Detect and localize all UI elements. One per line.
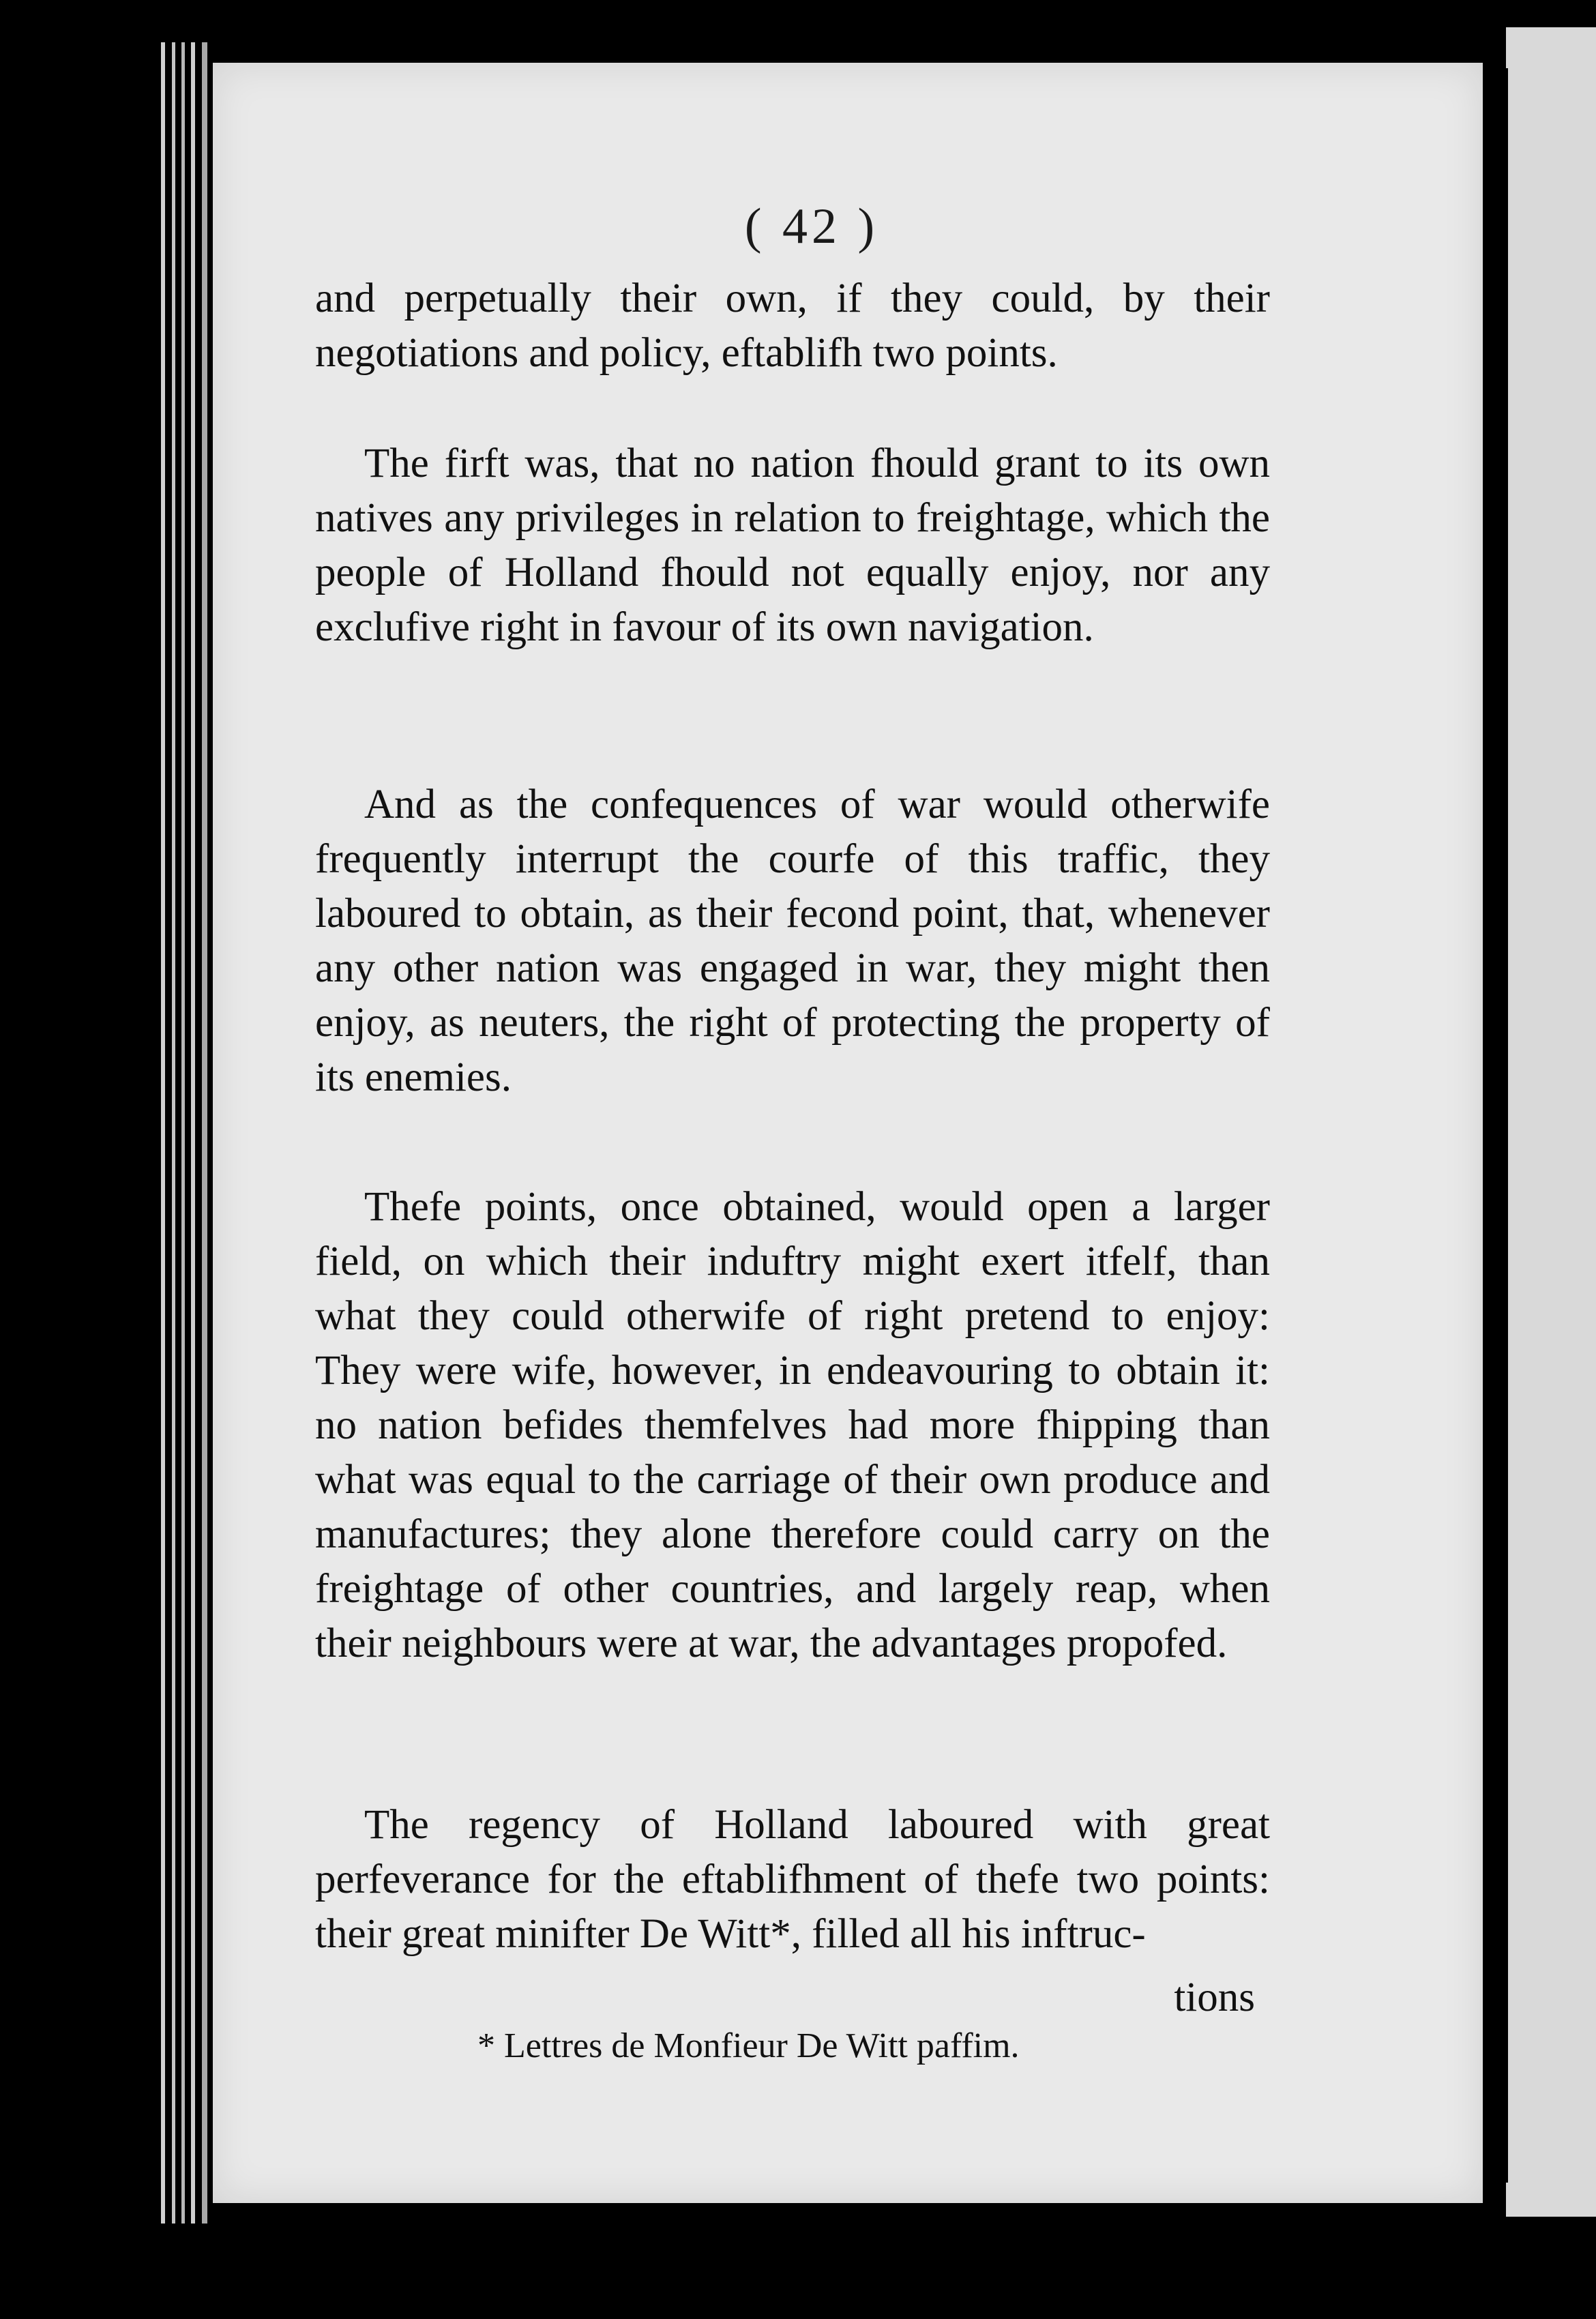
page-edge: [172, 42, 175, 2224]
paragraph-text: and perpetually their own, if they could, by their negotiations and policy, eftablifh two points.: [315, 276, 1270, 376]
page-edge: [202, 42, 207, 2224]
paragraph-text: The firft was, that no nation fhould grant to its own natives any privileges in relation to freightage, which the people of Holland fhould not equally enjoy, nor any exclufive right in favour of its own navigation.: [315, 441, 1270, 650]
adjacent-page: [1506, 27, 1596, 2217]
paragraph-text: The regency of Holland laboured with great perfeverance for the eftablifhment of thefe two points: their great minifter De Witt*, filled all his inftruc-: [315, 1802, 1270, 1957]
paragraph-second-point: [315, 778, 1270, 1105]
paragraph-points-obtained: [315, 1180, 1270, 1671]
paragraph-continuation: [315, 271, 1270, 381]
gutter-shadow: [1483, 68, 1508, 2183]
catchword: tions: [1174, 1975, 1255, 2020]
footnote: * Lettres de Monfieur De Witt paffim.: [477, 2026, 1020, 2065]
paragraph-first-point: [315, 437, 1270, 655]
page-edge: [161, 42, 165, 2224]
page-edge: [181, 42, 185, 2224]
page-edge: [191, 42, 195, 2224]
paragraph-regency: [315, 1798, 1270, 1962]
paragraph-text: And as the confequences of war would otherwife frequently interrupt the courfe of this traffic, they laboured to obtain, as their fecond point, that, whenever any other nation was engaged in war, they might then enjoy, as neuters, the right of protecting the property of its enemies.: [315, 782, 1270, 1100]
paragraph-text: Thefe points, once obtained, would open a larger field, on which their induftry might exert itfelf, than what they could otherwife of right pretend to enjoy: They were wife, however, in endeavouring to obtain it: no nation befides themfelves had more fhipping than what was equal to the carriage of their own produce and manufactures; they alone therefore could carry on the freightage of other countries, and largely reap, when their neighbours were at war, the advantages propofed.: [315, 1184, 1270, 1666]
page-number: ( 42 ): [744, 198, 879, 254]
